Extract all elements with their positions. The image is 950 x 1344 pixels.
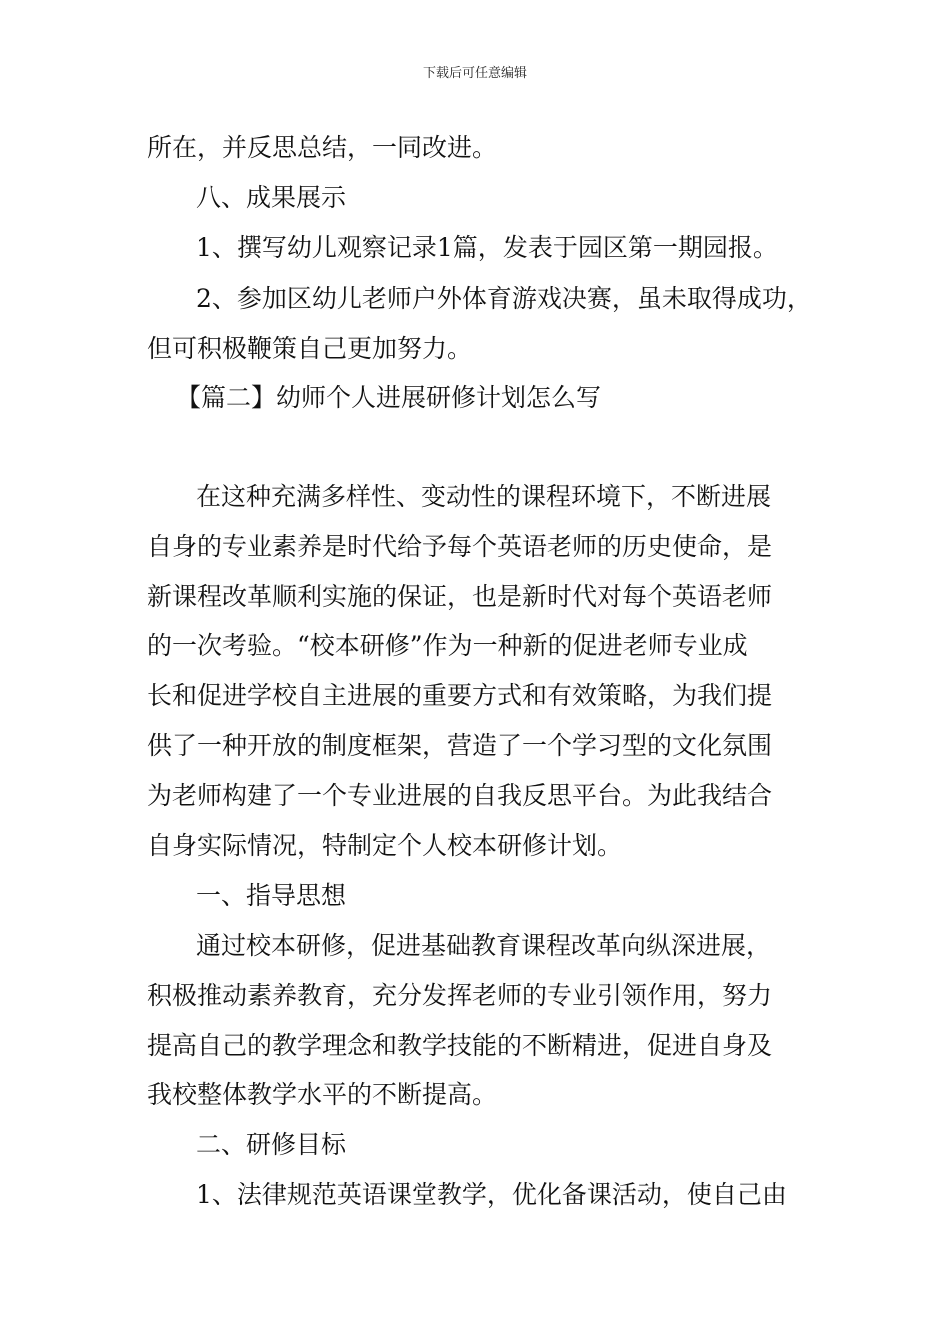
page-header: 下载后可任意编辑	[422, 66, 527, 81]
section-heading: 二、研修目标	[196, 1130, 347, 1159]
text-line: 提高自己的教学理念和教学技能的不断精进，促进自身及	[147, 1031, 773, 1060]
section-heading: 八、成果展示	[196, 183, 347, 212]
text-line: 的一次考验。“校本研修”作为一种新的促进老师专业成	[147, 631, 748, 660]
text-line: 在这种充满多样性、变动性的课程环境下，不断进展	[196, 482, 772, 511]
text-line: 我校整体教学水平的不断提高。	[147, 1080, 498, 1109]
text-line: 但可积极鞭策自己更加努力。	[147, 334, 473, 363]
text-line: 1、法律规范英语课堂教学，优化备课活动，使自己由	[196, 1180, 787, 1209]
text-line: 为老师构建了一个专业进展的自我反思平台。为此我结合	[147, 781, 773, 810]
text-line: 自身的专业素养是时代给予每个英语老师的历史使命，是	[147, 532, 773, 561]
section-heading: 一、指导思想	[196, 881, 347, 910]
text-line: 新课程改革顺利实施的保证，也是新时代对每个英语老师	[147, 582, 773, 611]
text-line: 通过校本研修，促进基础教育课程改革向纵深进展，	[196, 931, 772, 960]
text-line: 长和促进学校自主进展的重要方式和有效策略，为我们提	[147, 681, 773, 710]
text-line: 2、参加区幼儿老师户外体育游戏决赛，虽未取得成功，	[196, 284, 812, 313]
text-line: 所在，并反思总结，一同改进。	[147, 133, 498, 162]
article-title: 【篇二】幼师个人进展研修计划怎么写	[176, 383, 602, 412]
text-line: 1、撰写幼儿观察记录1篇，发表于园区第一期园报。	[196, 233, 778, 262]
text-line: 自身实际情况，特制定个人校本研修计划。	[147, 831, 623, 860]
text-line: 供了一种开放的制度框架，营造了一个学习型的文化氛围	[147, 731, 773, 760]
text-line: 积极推动素养教育，充分发挥老师的专业引领作用，努力	[147, 981, 773, 1010]
